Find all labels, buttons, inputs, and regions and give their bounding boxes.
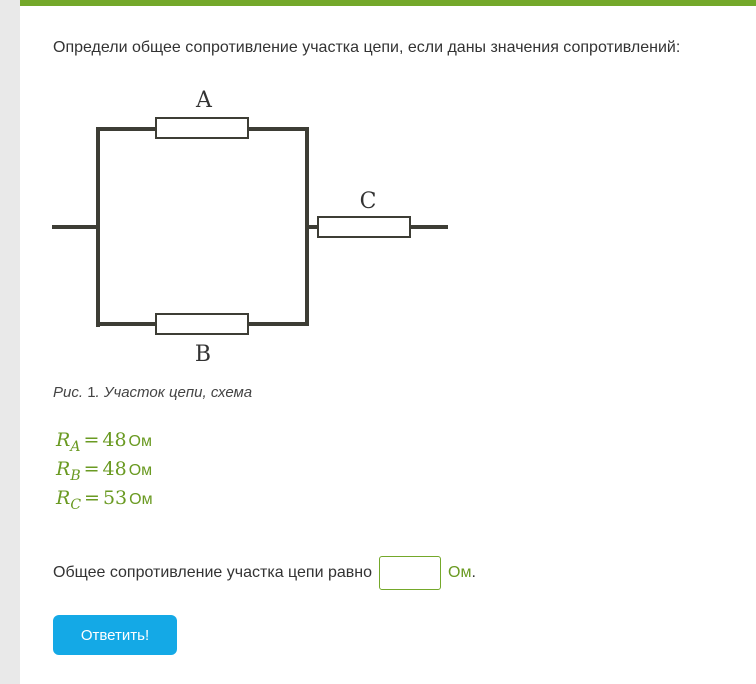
resistance-values xyxy=(56,426,153,513)
answer-prompt: Общее сопротивление участка цепи равно xyxy=(53,564,372,581)
resistance-value: 53 xyxy=(102,487,128,509)
variable-symbol: R xyxy=(56,487,71,509)
value-row-a xyxy=(56,426,153,455)
caption-prefix: Рис. xyxy=(53,384,84,401)
unit-label: Ом xyxy=(129,491,153,508)
equals-sign: = xyxy=(83,429,100,451)
variable-subscript: C xyxy=(70,497,82,513)
answer-input[interactable] xyxy=(379,556,441,590)
submit-button[interactable]: Ответить! xyxy=(53,615,177,655)
top-accent-bar xyxy=(20,0,756,6)
value-row-b xyxy=(56,455,153,484)
question-text: Определи общее сопротивление участка цепи, если даны значения сопротивлений: xyxy=(53,39,681,56)
resistor-c xyxy=(318,217,410,237)
answer-unit: Ом xyxy=(448,564,472,581)
resistance-value: 48 xyxy=(102,458,127,480)
equals-sign: = xyxy=(83,458,100,480)
label-a: A xyxy=(196,88,212,113)
figure-caption xyxy=(53,384,252,401)
left-strip xyxy=(0,0,20,684)
unit-label: Ом xyxy=(128,433,152,450)
variable-symbol: R xyxy=(56,458,71,480)
equals-sign: = xyxy=(84,487,100,509)
circuit-diagram xyxy=(40,80,480,370)
caption-number: 1 xyxy=(87,384,96,401)
resistor-a xyxy=(156,118,248,138)
variable-symbol: R xyxy=(56,429,71,451)
resistance-value: 48 xyxy=(102,429,127,451)
answer-line xyxy=(53,556,476,590)
variable-subscript: B xyxy=(70,468,81,484)
value-row-c xyxy=(56,484,153,513)
unit-label: Ом xyxy=(128,462,153,479)
answer-period: . xyxy=(471,564,476,581)
label-c: C xyxy=(359,189,377,214)
resistor-b xyxy=(156,314,248,334)
label-b: B xyxy=(194,342,212,367)
variable-subscript: A xyxy=(70,439,81,455)
caption-text: . Участок цепи, схема xyxy=(95,384,253,401)
